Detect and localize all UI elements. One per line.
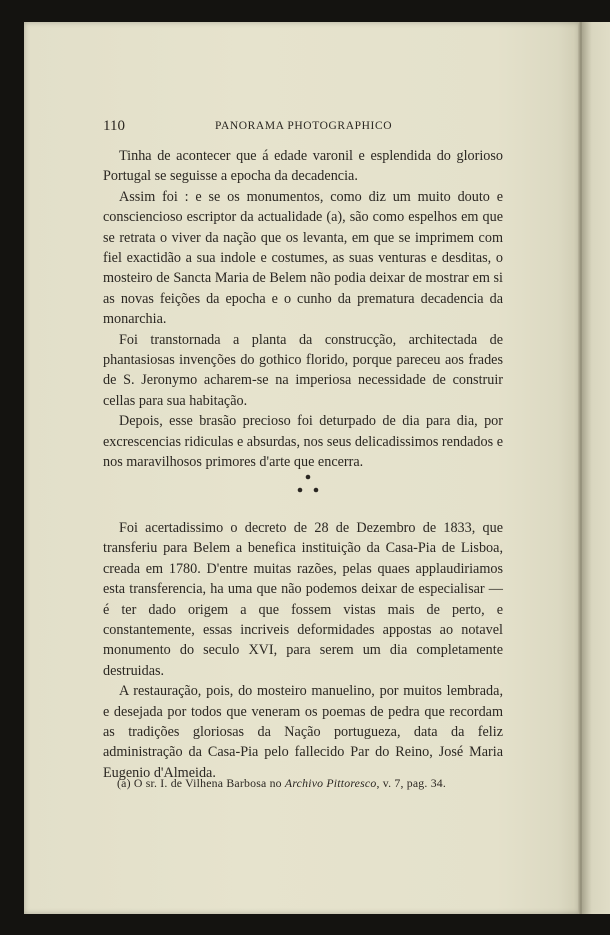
paragraph: A restauração, pois, do mosteiro manuelino, por muitos lembrada, e desejada por todos que veneram os poemas de pedra que recordam as tradições gloriosas da Nação portugueza, data da feliz administração da Casa-Pia pelo fallecido Par do Reino, José Maria Eugenio d'Almeida. [103,683,503,781]
body-section-2 [103,518,503,783]
paragraph: Tinha de acontecer que á edade varonil e esplendida do glorioso Portugal se seguisse a epocha da decadencia. [103,148,503,185]
paragraph: Foi acertadissimo o decreto de 28 de Dezembro de 1833, que transferiu para Belem a benefica instituição da Casa-Pia de Lisboa, creada em 1780. D'entre muitas razões, pelas quaes applaudiriamos esta transferencia, ha uma que não podemos deixar de especialisar — é ter dado origem a que fossem vistas mais de perto, e constantemente, essas incriveis deformidades appostas ao notavel monumento do seculo XVI, para serem um dia completamente destruidas. [103,520,503,679]
paragraph: Foi transtornada a planta da construcção, architectada de phantasiosas invenções do gothico florido, porque pareceu aos frades de S. Jeronymo acharem-se na imperiosa necessidade de construir cellas para sua habitação. [103,331,503,409]
footnote-source-title: Archivo Pittoresco [284,776,377,790]
body-section-1 [103,146,503,473]
three-dot-asterism-icon [288,470,328,500]
footnote [117,776,517,791]
paragraph: Depois, esse brasão precioso foi deturpado de dia para dia, por excrescencias ridiculas e absurdas, nos seus delicadissimos rendados e nos maravilhosos primores d'arte que encerra. [103,413,503,471]
running-title: PANORAMA PHOTOGRAPHICO [215,120,393,132]
footnote-prefix: (a) O sr. I. de Vilhena Barbosa no [117,776,285,790]
page-number: 110 [103,118,125,134]
adjacent-page-edge [582,22,610,914]
footnote-suffix: , v. 7, pag. 34. [376,776,447,790]
paragraph: Assim foi : e se os monumentos, como diz um muito douto e consciencioso escriptor da actualidade (a), são como espelhos em que se retrata o viver da nação que os levanta, em que se imprimem com fiel exactidão a sua indole e costumes, as suas venturas e desditas, o mosteiro de Sancta Maria de Belem não podia deixar de mostrar em si as novas feições da epocha e o cunho da prematura decadencia da monarchia. [103,188,503,328]
page-header [103,118,503,136]
